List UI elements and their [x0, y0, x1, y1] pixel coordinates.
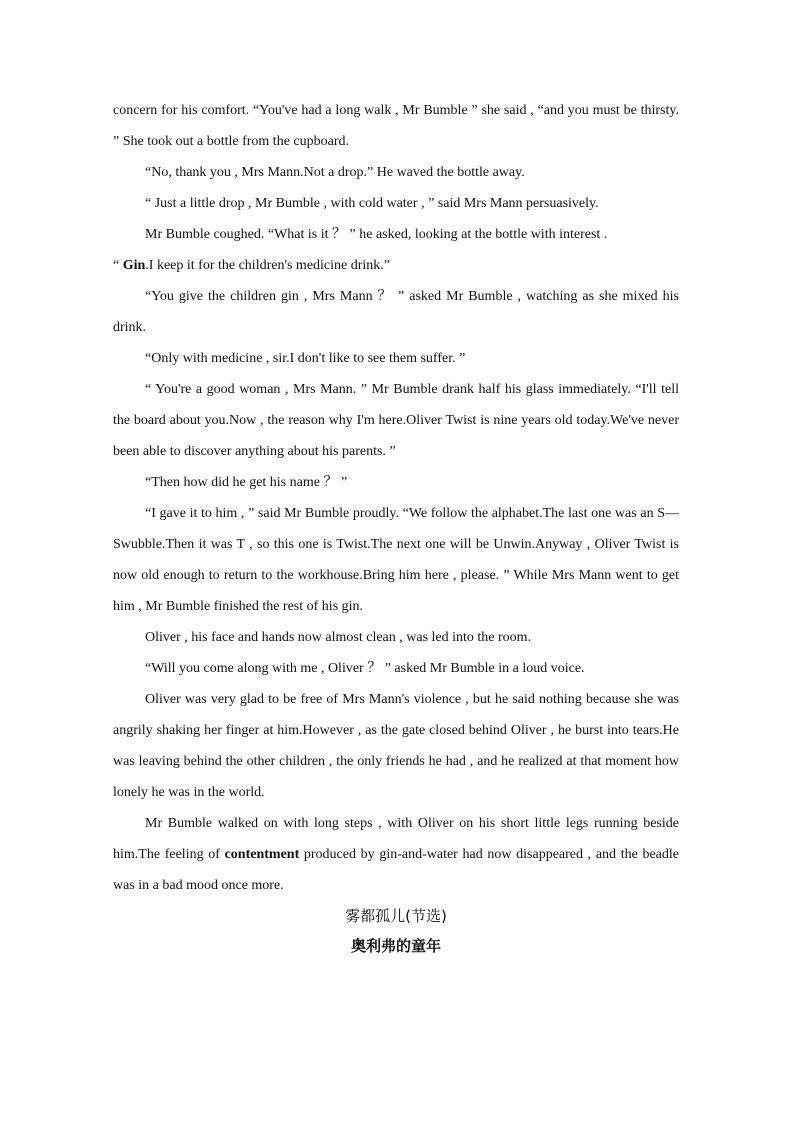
text-segment: Mr Bumble walked on with long steps , with Oliver on his short little legs running beside him.The feeling of: [113, 816, 679, 862]
paragraph: [113, 188, 679, 219]
text-segment: produced by gin-and-water had now disappeared , and the beadle was in a bad mood once more.: [113, 847, 680, 893]
paragraph: [113, 281, 679, 343]
paragraph: [113, 250, 679, 281]
text-segment: “You give the children gin , Mrs Mann ？ ” asked Mr Bumble , watching as she mixed his drink.: [113, 289, 679, 335]
text-segment: “Then how did he get his name ？ ”: [145, 475, 348, 490]
paragraph: [113, 343, 679, 374]
text-segment: “Will you come along with me , Oliver ？ ” asked Mr Bumble in a loud voice.: [145, 661, 585, 676]
text-segment: Oliver , his face and hands now almost clean , was led into the room.: [145, 630, 532, 645]
bold-term: contentment: [224, 847, 300, 862]
paragraph: [113, 498, 679, 622]
text-segment: .I keep it for the children's medicine drink.”: [145, 258, 391, 273]
paragraph: [113, 684, 679, 808]
paragraph: [113, 808, 679, 901]
book-title: 雾都孤儿(节选): [345, 907, 447, 925]
paragraph: [113, 622, 679, 653]
text-segment: “ Just a little drop , Mr Bumble , with cold water , ” said Mrs Mann persuasively.: [145, 196, 599, 211]
text-segment: “I gave it to him , ” said Mr Bumble proudly. “We follow the alphabet.The last one was an S—Swubble.Then it was T , so this one is Twist.The next one will be Unwin.Anyway , Oliver Twist is now old enough to return to the workhouse.Bring him here , please. ” While Mrs Mann went to get him , Mr Bumble finished the rest of his gin.: [113, 506, 679, 614]
text-segment: “ You're a good woman , Mrs Mann. ” Mr Bumble drank half his glass immediately. “I'll tell the board about you.Now , the reason why I'm here.Oliver Twist is nine years old today.We've never been able to discover anything about his parents. ”: [113, 382, 679, 459]
document-page: [113, 95, 679, 961]
text-segment: Oliver was very glad to be free of Mrs Mann's violence , but he said nothing because she was angrily shaking her finger at him.However , as the gate closed behind Oliver , he burst into tears.He was leaving behind the other children , the only friends he had , and he realized at that moment how lonely he was in the world.: [113, 692, 679, 800]
bold-term: Gin: [122, 258, 146, 273]
chapter-title: 奥利弗的童年: [350, 937, 441, 955]
paragraph: [113, 467, 679, 498]
paragraph: [113, 374, 679, 467]
paragraph: [113, 219, 679, 250]
text-segment: “No, thank you , Mrs Mann.Not a drop.” He waved the bottle away.: [145, 165, 525, 180]
paragraph: [113, 95, 679, 157]
text-segment: “Only with medicine , sir.I don't like to see them suffer. ”: [145, 351, 466, 366]
paragraph: [113, 653, 679, 684]
text-segment: Mr Bumble coughed. “What is it ？ ” he asked, looking at the bottle with interest .: [145, 227, 608, 242]
text-segment: “: [113, 258, 123, 273]
text-segment: concern for his comfort. “You've had a long walk , Mr Bumble ” she said , “and you must be thirsty. ” She took out a bottle from the cupboard.: [113, 103, 679, 149]
paragraph: [113, 157, 679, 188]
passage-body: [113, 95, 679, 901]
